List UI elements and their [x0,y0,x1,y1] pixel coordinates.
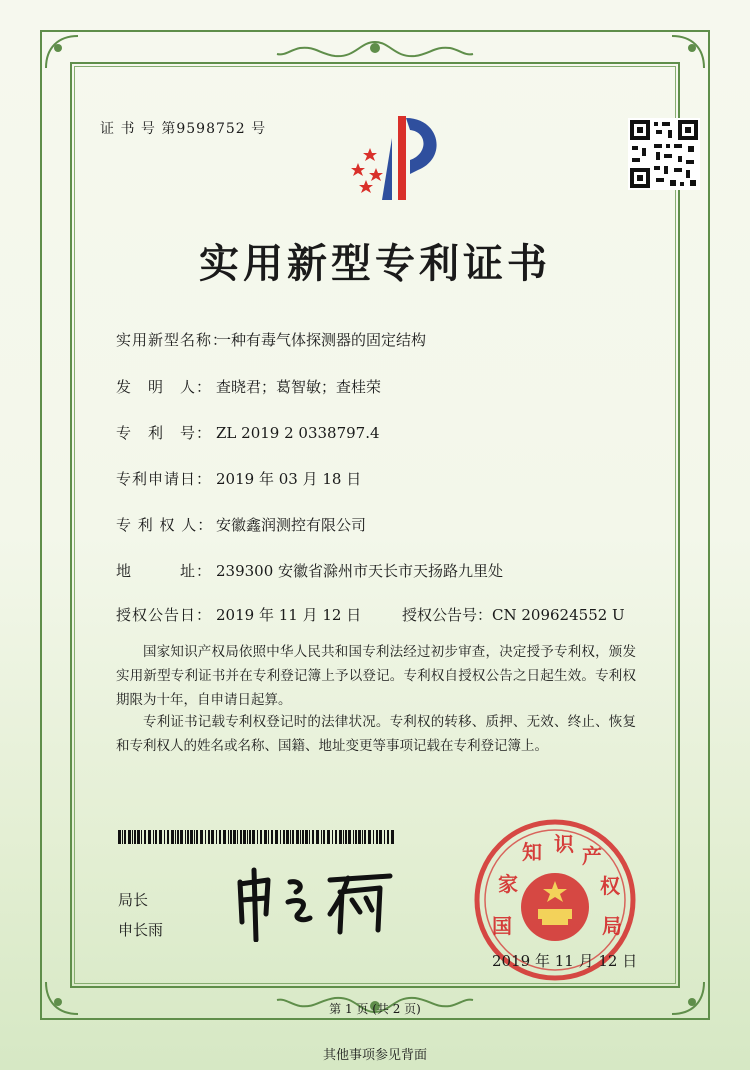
field-patent-number [116,422,380,443]
footer-note: 其他事项参见背面 [322,1048,427,1063]
svg-text:产: 产 [582,844,602,868]
field-value: 安徽鑫润测控有限公司 [216,516,367,534]
field-utility-model-name [116,329,426,350]
field-inventors [116,376,381,397]
field-label: 实用新型名称： [116,331,229,349]
field-label: 专 利 权 人： [116,516,214,534]
field-grant-date [116,604,361,625]
svg-text:家: 家 [498,872,518,896]
svg-text:识: 识 [554,832,574,856]
signatory-title: 局长 [118,891,149,909]
field-announcement-number [402,604,625,625]
field-label: 专利申请日： [116,470,213,488]
svg-text:知: 知 [522,840,542,864]
field-value: 查晓君；葛智敏；查桂荣 [216,378,382,396]
field-value: 一种有毒气体探测器的固定结构 [216,331,427,349]
field-value: 239300 安徽省滁州市天长市天扬路九里处 [216,562,504,580]
certificate-number: 证 书 号 第9598752 号 [100,121,267,137]
field-application-date [116,468,361,489]
svg-text:权: 权 [600,874,620,898]
statement-paragraph-2: 专利证书记载专利权登记时的法律状况。专利权的转移、质押、无效、终止、恢复和专利权人的姓名或名称、国籍、地址变更等事项记载在专利登记簿上。 [116,714,636,754]
signatory-name: 申长雨 [118,921,164,939]
certificate-title: 实用新型专利证书 [199,241,551,287]
field-label: 发 明 人： [116,378,213,396]
svg-text:局: 局 [602,914,622,938]
top-ornament [275,38,475,64]
field-label: 授权公告日： [116,606,213,624]
statement-paragraph-1: 国家知识产权局依照中华人民共和国专利法经过初步审查，决定授予专利权，颁发实用新型专利证书并在专利登记簿上予以登记。专利权自授权公告之日起生效。专利权期限为十年，自申请日起算。 [116,644,636,708]
corner-ornament-tl [42,32,82,72]
field-address [116,560,503,581]
handwritten-signature [230,862,400,942]
field-label: 地 址： [116,562,213,580]
seal-date: 2019 年 11 月 12 日 [492,952,638,970]
page-number: 第 1 页 (共 2 页) [329,1002,421,1016]
field-label: 授权公告号： [402,606,493,624]
field-value: ZL 2019 2 0338797.4 [216,424,380,442]
corner-ornament-tr [668,32,708,72]
field-patentee [116,514,366,535]
field-value: 2019 年 03 月 18 日 [216,470,362,488]
qr-code-icon [628,118,700,190]
svg-text:国: 国 [492,914,512,938]
barcode-icon [118,830,398,844]
cnipa-logo-icon [340,108,460,208]
field-value: 2019 年 11 月 12 日 [216,606,362,624]
field-label: 专 利 号： [116,424,213,442]
field-value: CN 209624552 U [492,606,625,624]
